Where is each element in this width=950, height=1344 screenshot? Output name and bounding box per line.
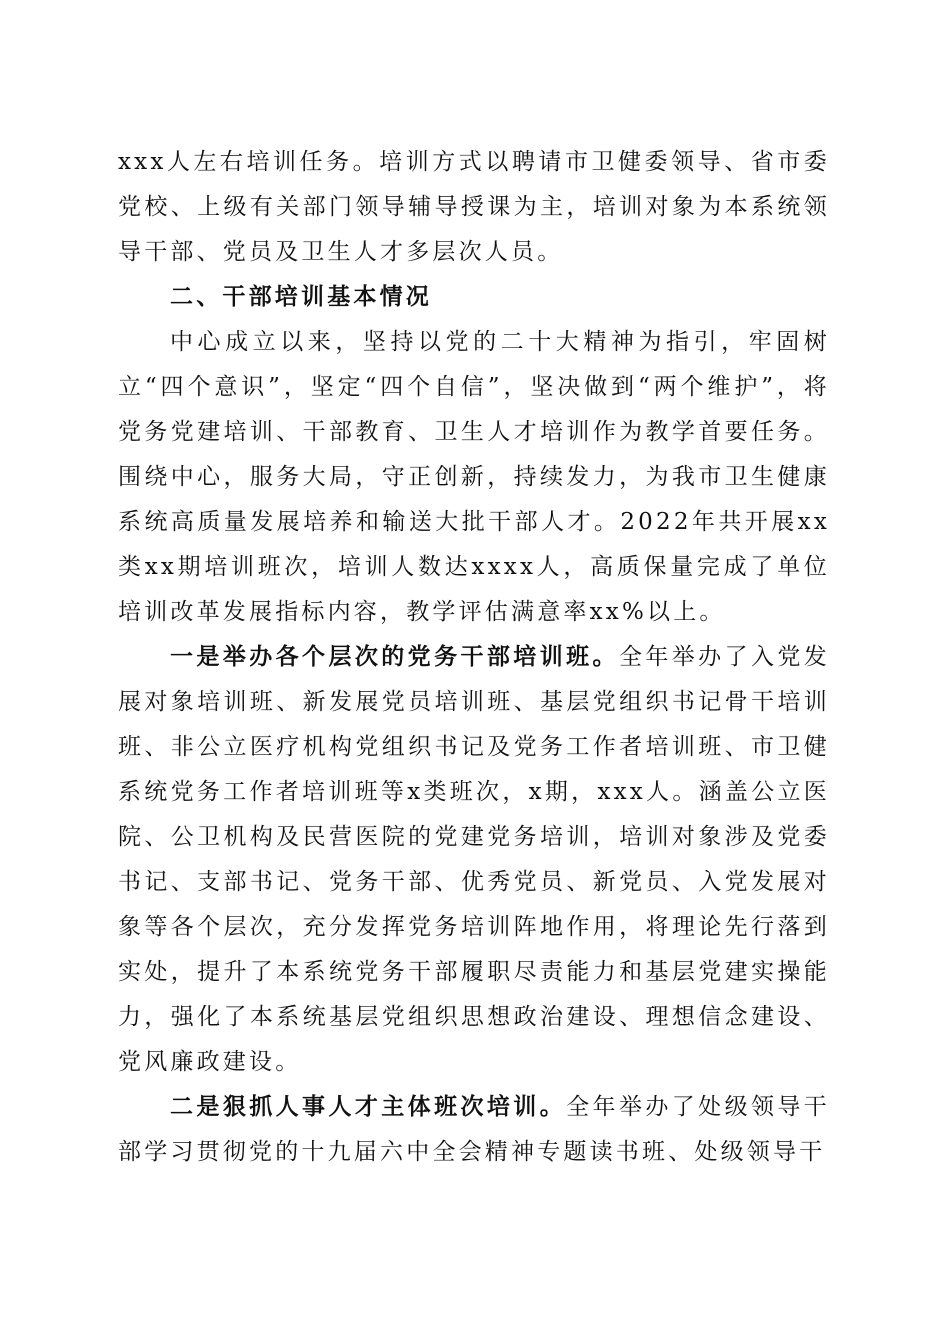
paragraph-overview: 中心成立以来，坚持以党的二十大精神为指引，牢固树立“四个意识”，坚定“四个自信”，坚决做到“两个维护”，将党务党建培训、干部教育、卫生人才培训作为教学首要任务。围绕中心，服务大局，守正创新，持续发力，为我市卫生健康系统高质量发展培养和输送大批干部人才。2022年共开展xx类xx期培训班次，培训人数达xxxx人，高质保量完成了单位培训改革发展指标内容，教学评估满意率xx%以上。 <box>118 329 830 625</box>
paragraph-lead-personnel-training: 二是狠抓人事人才主体班次培训。 <box>170 1094 567 1120</box>
paragraph-text-party-training: 全年举办了入党发展对象培训班、新发展党员培训班、基层党组织书记骨干培训班、非公立医疗机构党组织书记及党务工作者培训班、市卫健系统党务工作者培训班等x类班次，x期，xxx人。涵盖公立医院、公卫机构及民营医院的党建党务培训，培训对象涉及党委书记、支部书记、党务干部、优秀党员、新党员、入党发展对象等各个层次，充分发挥党务培训阵地作用，将理论先行落到实处，提升了本系统党务干部履职尽责能力和基层党建实操能力，强化了本系统基层党组织思想政治建设、理想信念建设、党风廉政建设。 <box>118 644 830 1075</box>
paragraph-party-training <box>118 635 830 1085</box>
document-body <box>118 140 830 1175</box>
section-heading: 二、干部培训基本情况 <box>170 284 432 310</box>
paragraph-personnel-training <box>118 1085 830 1175</box>
paragraph-continuation: xxx人左右培训任务。培训方式以聘请市卫健委领导、省市委党校、上级有关部门领导辅导授课为主，培训对象为本系统领导干部、党员及卫生人才多层次人员。 <box>118 149 830 265</box>
paragraph-lead-party-training: 一是举办各个层次的党务干部培训班。 <box>170 644 619 670</box>
paragraph-text-personnel-training: 全年举办了处级领导干部学习贯彻党的十九届六中全会精神专题读书班、处级领导干 <box>118 1094 831 1165</box>
